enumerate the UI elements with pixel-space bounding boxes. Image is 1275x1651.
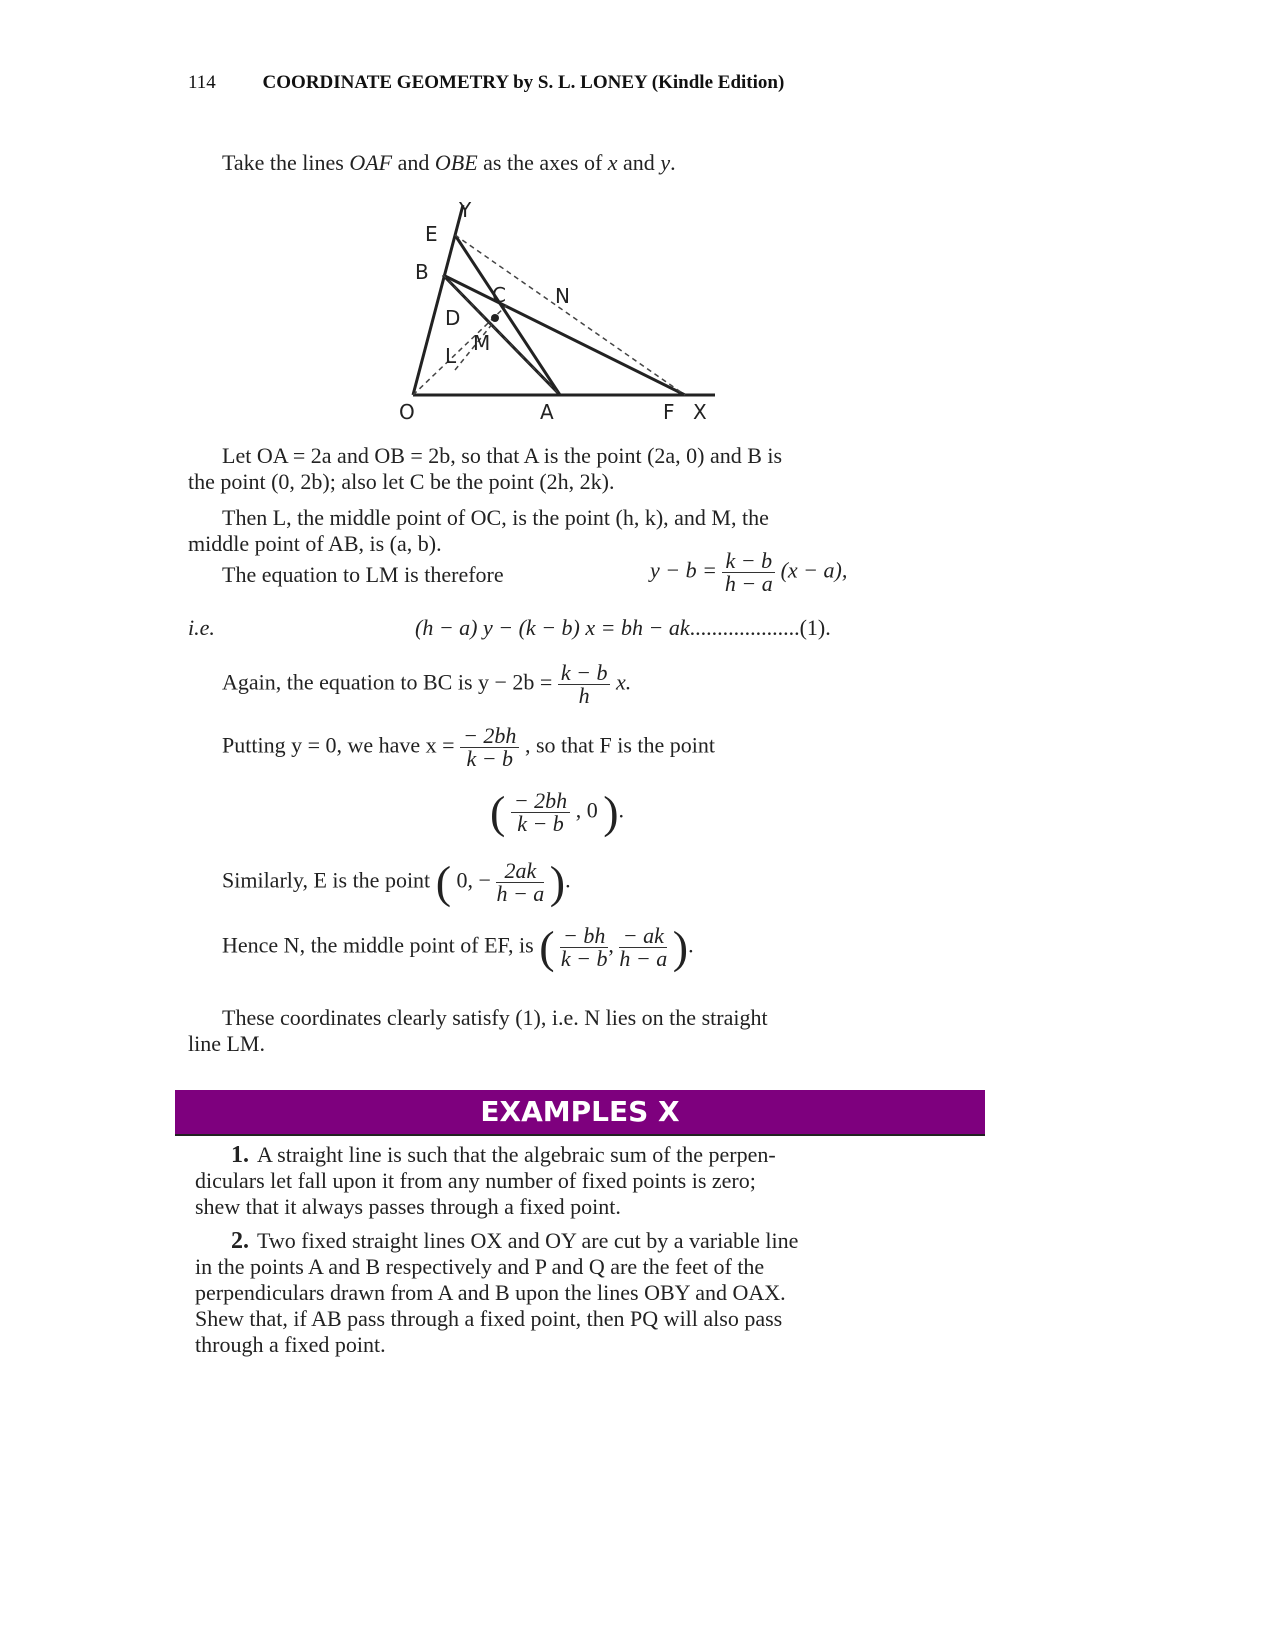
point-e-coordinates: Similarly, E is the point ( 0, − $\frac{2ak}{h - a}$ ). <box>222 856 571 908</box>
geometry-figure <box>395 195 765 425</box>
label-c: C <box>492 283 506 307</box>
equation-1: (h − a) y − (k − b) x = bh − ak....................(1). <box>415 615 831 640</box>
page-number: 114 <box>188 72 216 93</box>
running-header <box>188 72 784 94</box>
example-1: 1. A straight line is such that the algebraic sum of the perpen- diculars let fall upon it from any number of fixed points is zero; shew that it always passes through a fixed point. <box>195 1142 776 1219</box>
line-ef-dashed <box>455 235 685 395</box>
examples-heading-band <box>175 1090 985 1136</box>
book-title: COORDINATE GEOMETRY by S. L. LONEY (Kindle Edition) <box>262 72 785 93</box>
fraction: $\frac{k - b}{h}$ <box>558 662 611 707</box>
label-y: Y <box>459 198 472 222</box>
intro-sentence: Take the lines OAF and OBE as the axes of x and y. <box>222 150 676 175</box>
label-b: B <box>415 260 429 284</box>
line-ea <box>455 235 560 395</box>
fraction: $\frac{- ak}{h - a}$ <box>619 923 668 971</box>
fraction: $\frac{- 2bh}{k - b}$ <box>460 725 519 770</box>
point-n-coordinates: Hence N, the middle point of EF, is ( $\frac{- bh}{k - b}$ , $\frac{- ak}{h - a}$ ). <box>222 921 694 973</box>
paragraph-let: Let OA = 2a and OB = 2b, so that A is the point (2a, 0) and B is the point (0, 2b); also let C be the point (2h, 2k). <box>188 443 783 494</box>
label-x: X <box>693 400 707 424</box>
label-n: N <box>555 284 570 308</box>
point-f-coordinates: ( $\frac{- 2bh}{k - b}$ , 0 ). <box>490 786 625 838</box>
label-f: F <box>663 400 675 424</box>
label-m: M <box>473 331 491 355</box>
example-number: 2. <box>231 1228 249 1254</box>
example-number: 1. <box>231 1142 249 1168</box>
equation-bc: Again, the equation to BC is y − 2b = $\frac{k - b}{h}$ x. <box>222 660 632 708</box>
equation-lm: The equation to LM is therefore <box>222 562 504 587</box>
equation-lm-formula: y − b = $\frac{k - b}{h - a}$ (x − a), <box>650 548 848 596</box>
point-d-dot <box>491 314 499 322</box>
paragraph-conclusion: These coordinates clearly satisfy (1), i.e. N lies on the straight line LM. <box>188 1005 768 1056</box>
label-l: L <box>445 344 457 368</box>
label-o: O <box>399 400 415 424</box>
examples-heading: EXAMPLES X <box>480 1095 680 1128</box>
label-a: A <box>540 400 554 424</box>
example-2: 2. Two fixed straight lines OX and OY are cut by a variable line in the points A and B respectively and P and Q are the feet of the perpendiculars drawn from A and B upon the lines OBY and OAX. Shew that, if AB pass through a fixed point, then PQ will also pass through a fixed point. <box>195 1228 799 1357</box>
equation-1-label: i.e. <box>188 615 215 640</box>
paragraph-then: Then L, the middle point of OC, is the point (h, k), and M, the middle point of AB, is (a, b). <box>188 505 769 556</box>
label-d: D <box>445 306 461 330</box>
label-e: E <box>425 222 438 246</box>
fraction: $\frac{- 2bh}{k - b}$ <box>511 790 570 835</box>
equation-putting: Putting y = 0, we have x = $\frac{- 2bh}{k - b}$ , so that F is the point <box>222 723 715 771</box>
fraction: $\frac{k - b}{h - a}$ <box>722 550 775 595</box>
fraction: $\frac{- bh}{k - b}$ <box>560 923 608 971</box>
fraction: $\frac{2ak}{h - a}$ <box>496 858 545 906</box>
